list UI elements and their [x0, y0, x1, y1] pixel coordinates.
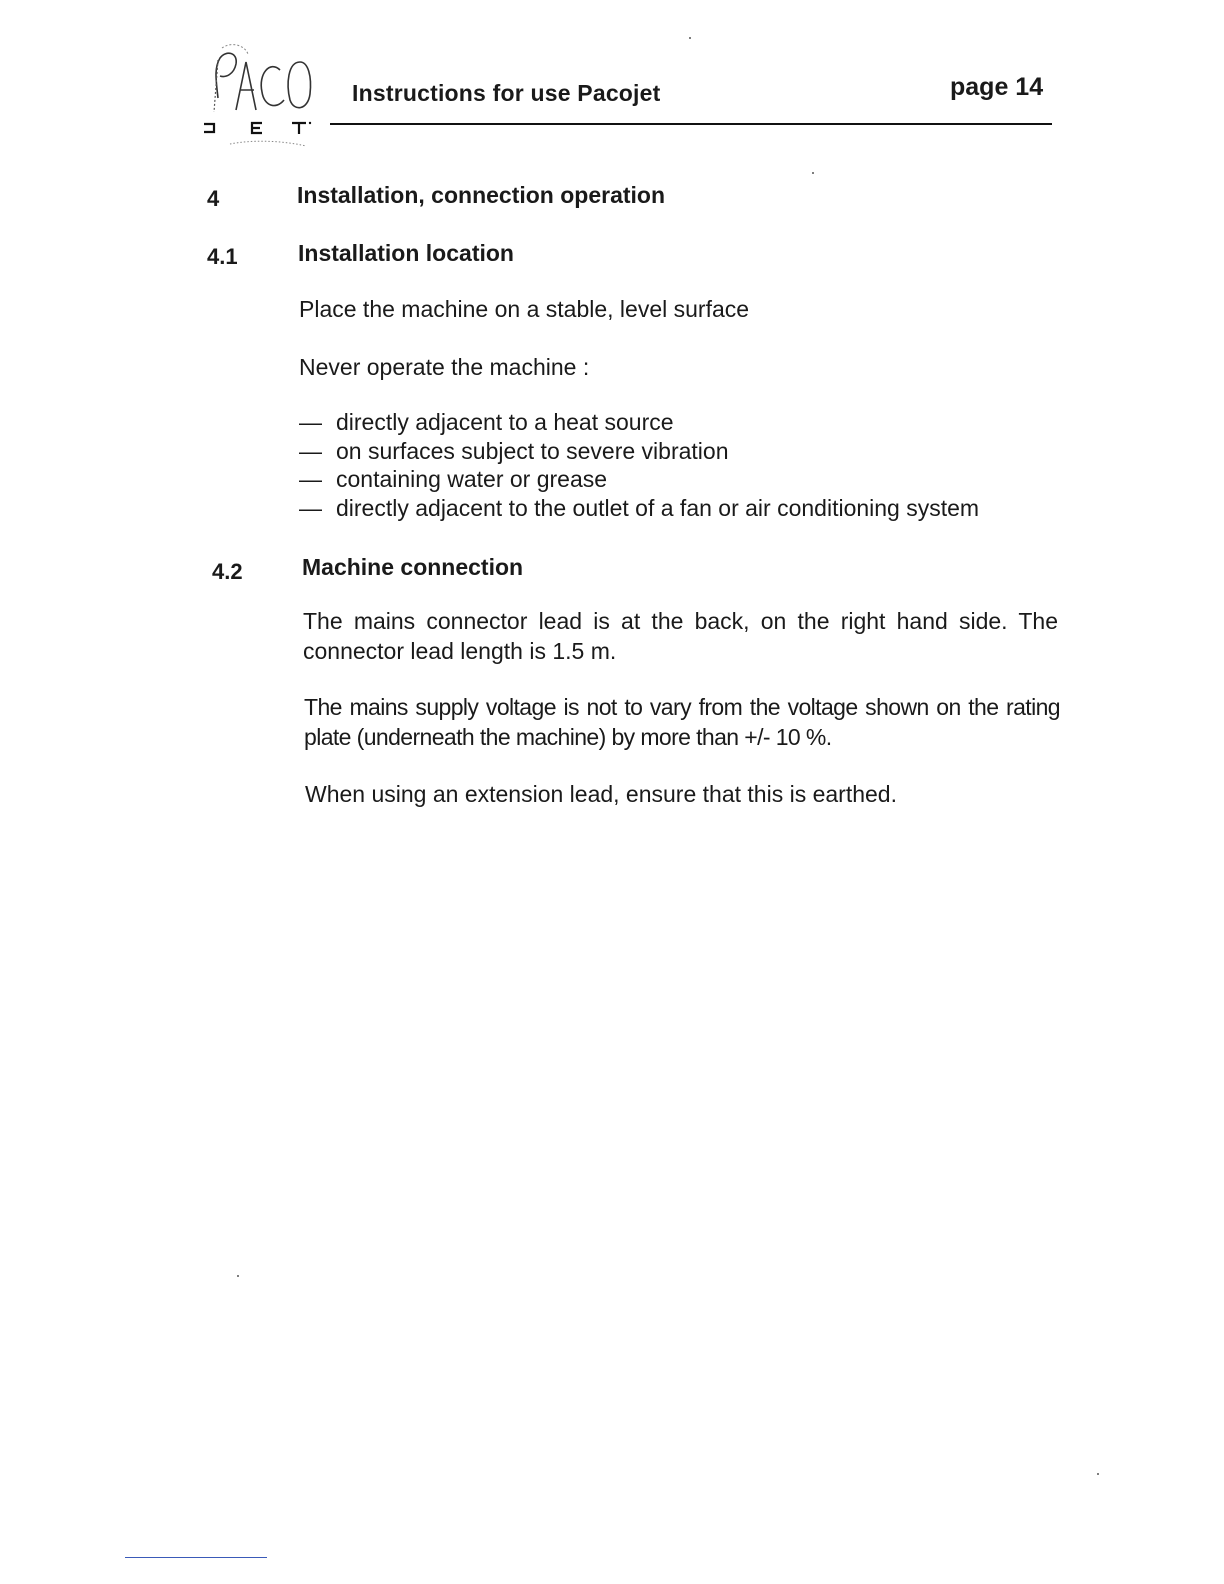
section-4-2-paragraph-lead: The mains connector lead is at the back, on the right hand side. The connector lead length is 1.5 m. — [303, 608, 1058, 664]
list-item-text: directly adjacent to the outlet of a fan or air conditioning system — [336, 494, 980, 521]
list-item-text: on surfaces subject to severe vibration — [336, 437, 729, 464]
hazard-list — [299, 408, 979, 522]
header-rule — [330, 123, 1052, 125]
list-item — [299, 437, 979, 466]
section-4-2-title: Machine connection — [302, 554, 524, 580]
dash-bullet: — — [299, 437, 322, 464]
section-4-1-title: Installation location — [298, 240, 514, 266]
scan-speck — [1097, 1473, 1099, 1475]
pacojet-logo-graphic — [200, 40, 325, 155]
section-4-2-number: 4.2 — [212, 559, 243, 584]
list-item — [299, 465, 979, 494]
bottom-rule — [125, 1557, 267, 1558]
list-item — [299, 408, 979, 437]
scan-speck — [237, 1275, 239, 1277]
scan-speck — [689, 37, 691, 39]
list-item-text: containing water or grease — [336, 466, 608, 492]
section-4-number: 4 — [207, 186, 220, 211]
dash-bullet: — — [299, 466, 322, 492]
page-number: page 14 — [950, 73, 1044, 101]
pacojet-logo — [200, 40, 325, 155]
dash-bullet: — — [299, 494, 322, 521]
header-title: Instructions for use Pacojet — [352, 80, 661, 106]
scan-speck — [812, 172, 814, 174]
section-4-2-paragraph-voltage: The mains supply voltage is not to vary from the voltage shown on the rating plate (underneath the machine) by more than +/- 10 %. — [304, 694, 1060, 750]
section-4-1-intro: Place the machine on a stable, level surface — [299, 296, 750, 322]
section-4-2-paragraph-extension: When using an extension lead, ensure that this is earthed. — [305, 781, 897, 807]
list-item-text: directly adjacent to a heat source — [336, 409, 674, 435]
section-4-title: Installation, connection operation — [297, 182, 666, 208]
section-4-1-number: 4.1 — [207, 244, 238, 269]
dash-bullet: — — [299, 409, 322, 435]
section-4-1-never-operate: Never operate the machine : — [299, 354, 590, 380]
list-item — [299, 494, 979, 523]
